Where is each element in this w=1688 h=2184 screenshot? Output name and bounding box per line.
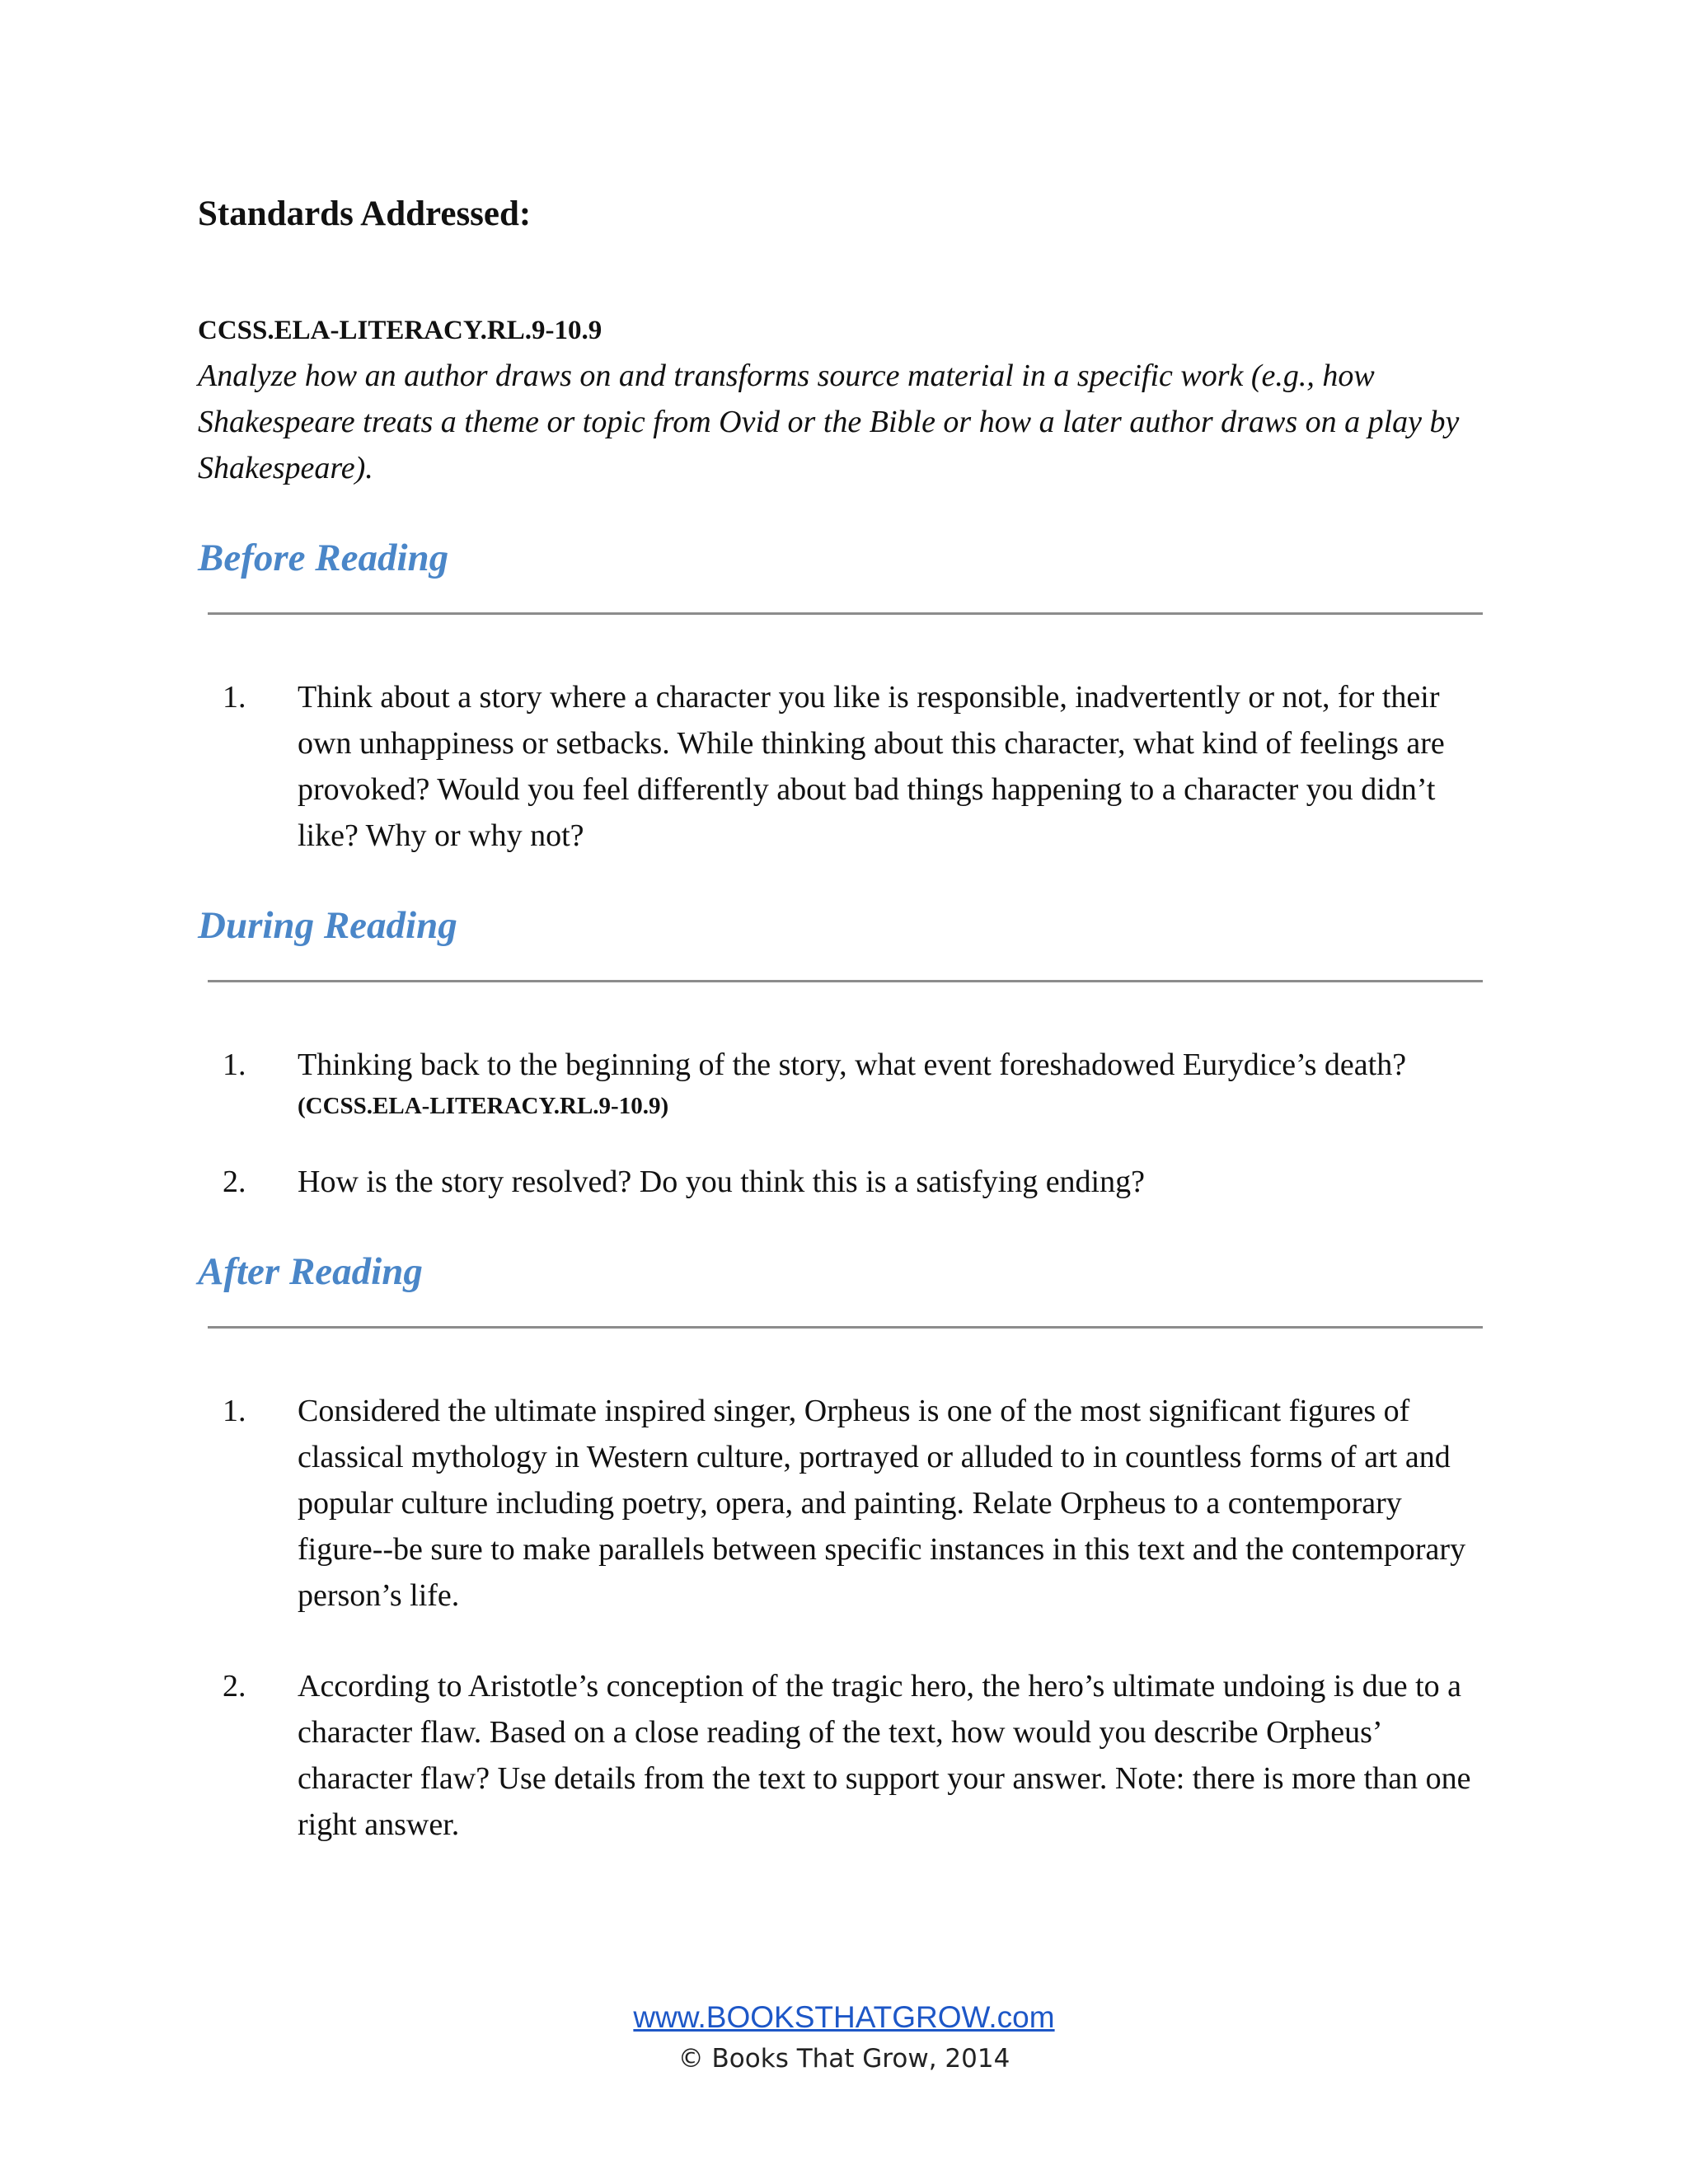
during-reading-heading: During Reading (198, 904, 457, 947)
question-item (198, 1388, 1484, 1619)
question-text: According to Aristotle’s conception of the tragic hero, the hero’s ultimate undoing is due to a character flaw. Based on a close reading of the text, how would you describe Orpheus’ character flaw? Use details from the text to support your answer. Note: there is more than one right answer. (298, 1669, 1471, 1842)
standard-code: CCSS.ELA-LITERACY.RL.9-10.9 (198, 316, 603, 345)
after-reading-questions (198, 1388, 1484, 1848)
standards-title: Standards Addressed: (198, 194, 532, 233)
question-text: Thinking back to the beginning of the story, what event foreshadowed Eurydice’s death? (298, 1047, 1407, 1082)
question-item (198, 1042, 1484, 1124)
before-reading-heading: Before Reading (198, 537, 449, 579)
after-reading-heading: After Reading (198, 1250, 423, 1293)
during-reading-questions (198, 1042, 1484, 1205)
section-divider (208, 1326, 1483, 1329)
question-item (198, 674, 1484, 859)
standard-reference: (CCSS.ELA-LITERACY.RL.9-10.9) (298, 1093, 669, 1119)
question-item (198, 1159, 1484, 1205)
question-text: Think about a story where a character you like is responsible, inadvertently or not, for their own unhappiness or setbacks. While thinking about this character, what kind of feelings are provoked? Would you feel differently about bad things happening to a character you didn’t like? Why or why not? (298, 680, 1445, 853)
website-link[interactable]: www.BOOKSTHATGROW.com (633, 2000, 1055, 2034)
question-number: 1. (223, 680, 246, 715)
page-content (198, 190, 1484, 1848)
standard-description: Analyze how an author draws on and transforms source material in a specific work (e.g., how Shakespeare treats a theme or topic from Ovid or the Bible or how a later author draws on a play by Shakespeare). (198, 359, 1460, 485)
section-divider (208, 612, 1483, 615)
question-text: How is the story resolved? Do you think this is a satisfying ending? (298, 1165, 1145, 1199)
question-item (198, 1663, 1484, 1848)
section-divider (208, 980, 1483, 982)
question-number: 1. (223, 1047, 246, 1082)
question-number: 2. (223, 1669, 246, 1704)
copyright-notice: © Books That Grow, 2014 (678, 2044, 1010, 2074)
question-number: 2. (223, 1165, 246, 1199)
question-number: 1. (223, 1394, 246, 1428)
page-footer (0, 1996, 1688, 2079)
question-text: Considered the ultimate inspired singer, Orpheus is one of the most significant figures of classical mythology in Western culture, portrayed or alluded to in countless forms of art and popular culture including poetry, opera, and painting. Relate Orpheus to a contemporary figure--be sure to make parallels between specific instances in this text and the contemporary person’s life. (298, 1394, 1466, 1613)
before-reading-questions (198, 674, 1484, 859)
